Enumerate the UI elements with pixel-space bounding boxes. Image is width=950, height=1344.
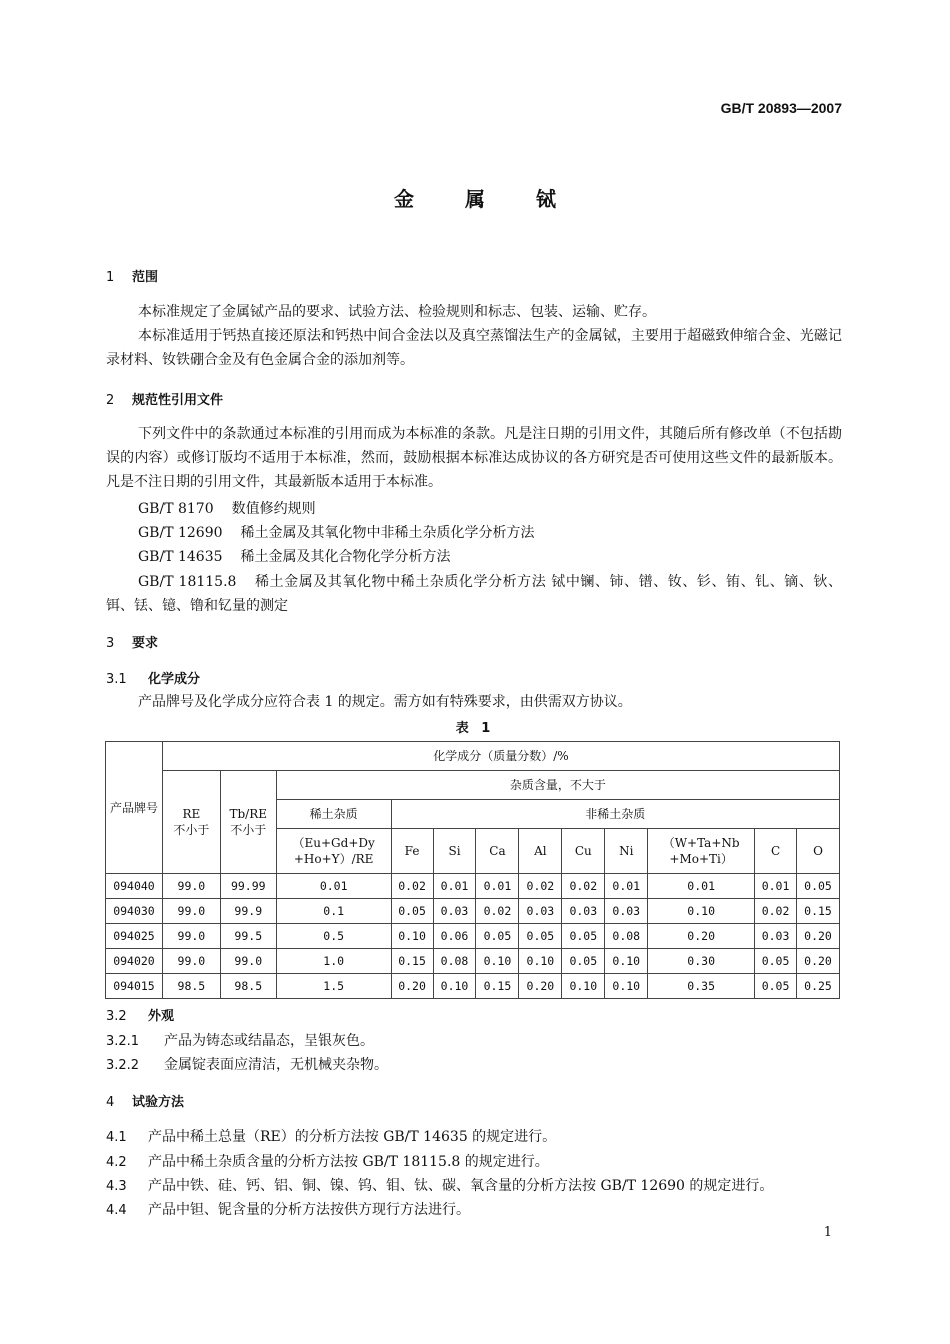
table-cell: 094015 (106, 974, 163, 999)
table-cell: 99.0 (162, 874, 220, 899)
table-row (106, 899, 840, 924)
table-cell: 0.5 (276, 924, 391, 949)
section-number: 3 (106, 636, 115, 651)
reference-title: 数值修约规则 (231, 501, 316, 517)
header-re-label: RE (182, 807, 201, 821)
reference-title: 稀土金属及其氧化物中稀土杂质化学分析方法 铽中镧、铈、镨、钕、钐、铕、钆、镝、钬、铒、铥、镱、镥和钇量的测定 (106, 574, 842, 614)
table-cell: 0.03 (755, 924, 797, 949)
section-number: 2 (106, 393, 115, 408)
table-cell: 0.03 (562, 899, 605, 924)
header-element: Fe (391, 829, 433, 874)
section-title: 要求 (132, 636, 159, 651)
table-cell: 0.06 (433, 924, 476, 949)
header-rare-formula-line2: +Ho+Y）/RE (293, 852, 374, 866)
header-rare-formula (276, 829, 391, 874)
item-text: 产品中钽、铌含量的分析方法按供方现行方法进行。 (148, 1202, 470, 1218)
reference-code: GB/T 14635 (138, 549, 223, 565)
header-tbre (220, 771, 276, 874)
subsection-3-2-1 (106, 1030, 374, 1050)
table-cell: 0.25 (797, 974, 840, 999)
section-1-paragraph-2: 本标准适用于钙热直接还原法和钙热中间合金法以及真空蒸馏法生产的金属铽，主要用于超磁致伸缩合金、光磁记录材料、钕铁硼合金及有色金属合金的添加剂等。 (106, 328, 842, 368)
table-cell: 0.08 (605, 924, 648, 949)
header-impurity: 杂质含量，不大于 (276, 771, 839, 800)
table-cell: 0.10 (519, 949, 562, 974)
table-cell: 0.05 (562, 949, 605, 974)
header-re-sub: 不小于 (173, 823, 210, 837)
section-3-heading (106, 632, 158, 651)
reference-item (138, 498, 316, 518)
table-cell: 99.99 (220, 874, 276, 899)
table-cell: 0.10 (605, 949, 648, 974)
table-cell: 0.05 (755, 949, 797, 974)
section-1-paragraph-1: 本标准规定了金属铽产品的要求、试验方法、检验规则和标志、包装、运输、贮存。 (138, 304, 656, 320)
header-element: O (797, 829, 840, 874)
header-element: Cu (562, 829, 605, 874)
table-cell: 0.15 (391, 949, 433, 974)
table-cell: 99.0 (162, 924, 220, 949)
table-cell: 1.0 (276, 949, 391, 974)
header-grade: 产品牌号 (106, 742, 163, 874)
table-cell: 99.0 (162, 949, 220, 974)
table-cell: 0.10 (562, 974, 605, 999)
table-cell: 0.10 (433, 974, 476, 999)
table-cell: 0.02 (519, 874, 562, 899)
subsection-number: 3.2.1 (106, 1034, 140, 1049)
table-cell: 0.01 (648, 874, 755, 899)
section-number: 1 (106, 270, 115, 285)
table-cell: 0.10 (476, 949, 519, 974)
page-number: 1 (823, 1225, 832, 1240)
table-cell: 0.15 (797, 899, 840, 924)
table-cell: 0.05 (562, 924, 605, 949)
table-cell: 0.20 (797, 924, 840, 949)
subsection-3-2-2 (106, 1054, 388, 1074)
header-element: Al (519, 829, 562, 874)
table-cell: 0.03 (605, 899, 648, 924)
reference-item (138, 546, 451, 566)
document-title: 金 属 铽 (394, 187, 578, 211)
item-text: 产品中稀土总量（RE）的分析方法按 GB/T 14635 的规定进行。 (148, 1129, 557, 1145)
table-cell: 99.0 (162, 899, 220, 924)
reference-title: 稀土金属及其化合物化学分析方法 (240, 549, 451, 565)
table-cell: 0.05 (391, 899, 433, 924)
table-cell: 0.15 (476, 974, 519, 999)
table-cell: 0.20 (797, 949, 840, 974)
header-rare-formula-line1: （Eu+Gd+Dy (292, 836, 375, 850)
header-element: C (755, 829, 797, 874)
table-cell: 0.20 (519, 974, 562, 999)
table-cell: 094040 (106, 874, 163, 899)
table-cell: 0.10 (648, 899, 755, 924)
header-re (162, 771, 220, 874)
subsection-number: 3.2 (106, 1009, 127, 1024)
table-cell: 0.01 (476, 874, 519, 899)
reference-code: GB/T 8170 (138, 501, 214, 517)
subsection-text: 产品为铸态或结晶态，呈银灰色。 (164, 1033, 374, 1049)
table-cell: 0.02 (476, 899, 519, 924)
item-text: 产品中铁、硅、钙、铝、铜、镍、钨、钼、钛、碳、氧含量的分析方法按 GB/T 12690 的规定进行。 (148, 1178, 774, 1194)
test-method-item (106, 1126, 556, 1146)
table-cell: 094020 (106, 949, 163, 974)
header-element: Ni (605, 829, 648, 874)
table-cell: 0.05 (755, 974, 797, 999)
item-number: 4.3 (106, 1179, 127, 1194)
section-title: 规范性引用文件 (132, 393, 224, 408)
table-cell: 98.5 (220, 974, 276, 999)
table-cell: 0.20 (391, 974, 433, 999)
table-cell: 0.10 (605, 974, 648, 999)
table-cell: 0.1 (276, 899, 391, 924)
reference-code: GB/T 18115.8 (138, 574, 237, 590)
table-cell: 0.20 (648, 924, 755, 949)
subsection-3-1-text: 产品牌号及化学成分应符合表 1 的规定。需方如有特殊要求，由供需双方协议。 (138, 694, 632, 710)
item-text: 产品中稀土杂质含量的分析方法按 GB/T 18115.8 的规定进行。 (148, 1154, 549, 1170)
header-mo-ti-line2: +Mo+Ti） (669, 852, 733, 866)
table-body (106, 874, 840, 999)
table-cell: 98.5 (162, 974, 220, 999)
subsection-title: 外观 (148, 1009, 175, 1024)
item-number: 4.2 (106, 1155, 127, 1170)
header-rare-earth-impurity: 稀土杂质 (276, 800, 391, 829)
table-cell: 0.02 (391, 874, 433, 899)
reference-code: GB/T 12690 (138, 525, 223, 541)
table-cell: 1.5 (276, 974, 391, 999)
section-2-intro: 下列文件中的条款通过本标准的引用而成为本标准的条款。凡是注日期的引用文件，其随后所有修改单（不包括勘误的内容）或修订版均不适用于本标准，然而，鼓励根据本标准达成协议的各方研究是否可使用这些文件的最新版本。凡是不注日期的引用文件，其最新版本适用于本标准。 (106, 426, 842, 490)
standard-number: GB/T 20893—2007 (720, 100, 842, 116)
section-number: 4 (106, 1095, 115, 1110)
table-cell: 0.05 (519, 924, 562, 949)
table-cell: 0.10 (391, 924, 433, 949)
header-w-ta-nb-line1: （W+Ta+Nb (662, 836, 740, 850)
section-1-heading (106, 266, 158, 285)
section-title: 范围 (132, 270, 159, 285)
table-cell: 0.01 (605, 874, 648, 899)
table-cell: 0.08 (433, 949, 476, 974)
subsection-text: 金属锭表面应清洁，无机械夹杂物。 (164, 1057, 388, 1073)
table-row (106, 874, 840, 899)
table-cell: 0.35 (648, 974, 755, 999)
table-cell: 0.01 (433, 874, 476, 899)
test-method-item (106, 1199, 470, 1219)
table-cell: 0.01 (755, 874, 797, 899)
table-cell: 0.03 (433, 899, 476, 924)
chemical-composition-table (105, 741, 840, 999)
header-element: Si (433, 829, 476, 874)
table-cell: 0.02 (562, 874, 605, 899)
header-chemical-composition: 化学成分（质量分数）/% (162, 742, 839, 771)
test-method-item (106, 1151, 549, 1171)
header-element: Ca (476, 829, 519, 874)
item-number: 4.4 (106, 1203, 127, 1218)
section-title: 试验方法 (132, 1095, 185, 1110)
table-row (106, 924, 840, 949)
test-method-item (106, 1175, 773, 1195)
subsection-number: 3.2.2 (106, 1058, 140, 1073)
table-cell: 094025 (106, 924, 163, 949)
table-cell: 0.01 (276, 874, 391, 899)
header-tbre-sub: 不小于 (230, 823, 267, 837)
table-cell: 0.02 (755, 899, 797, 924)
table-cell: 0.05 (476, 924, 519, 949)
reference-item (138, 522, 535, 542)
item-number: 4.1 (106, 1130, 127, 1145)
table-cell: 99.5 (220, 924, 276, 949)
header-non-rare-earth-impurity: 非稀土杂质 (391, 800, 839, 829)
header-w-ta-nb-mo-ti (648, 829, 755, 874)
subsection-title: 化学成分 (148, 672, 201, 687)
reference-title: 稀土金属及其氧化物中非稀土杂质化学分析方法 (240, 525, 535, 541)
reference-item-long (106, 570, 842, 618)
subsection-3-2-heading (106, 1005, 174, 1024)
table-caption: 表 1 (455, 721, 495, 736)
table-row (106, 974, 840, 999)
subsection-3-1-heading (106, 668, 200, 687)
section-2-heading (106, 389, 223, 408)
table-cell: 0.03 (519, 899, 562, 924)
table-row (106, 949, 840, 974)
section-4-heading (106, 1091, 184, 1110)
table-cell: 0.30 (648, 949, 755, 974)
table-cell: 99.9 (220, 899, 276, 924)
table-cell: 094030 (106, 899, 163, 924)
table-cell: 99.0 (220, 949, 276, 974)
header-tbre-label: Tb/RE (229, 807, 268, 821)
table-cell: 0.05 (797, 874, 840, 899)
subsection-number: 3.1 (106, 672, 127, 687)
